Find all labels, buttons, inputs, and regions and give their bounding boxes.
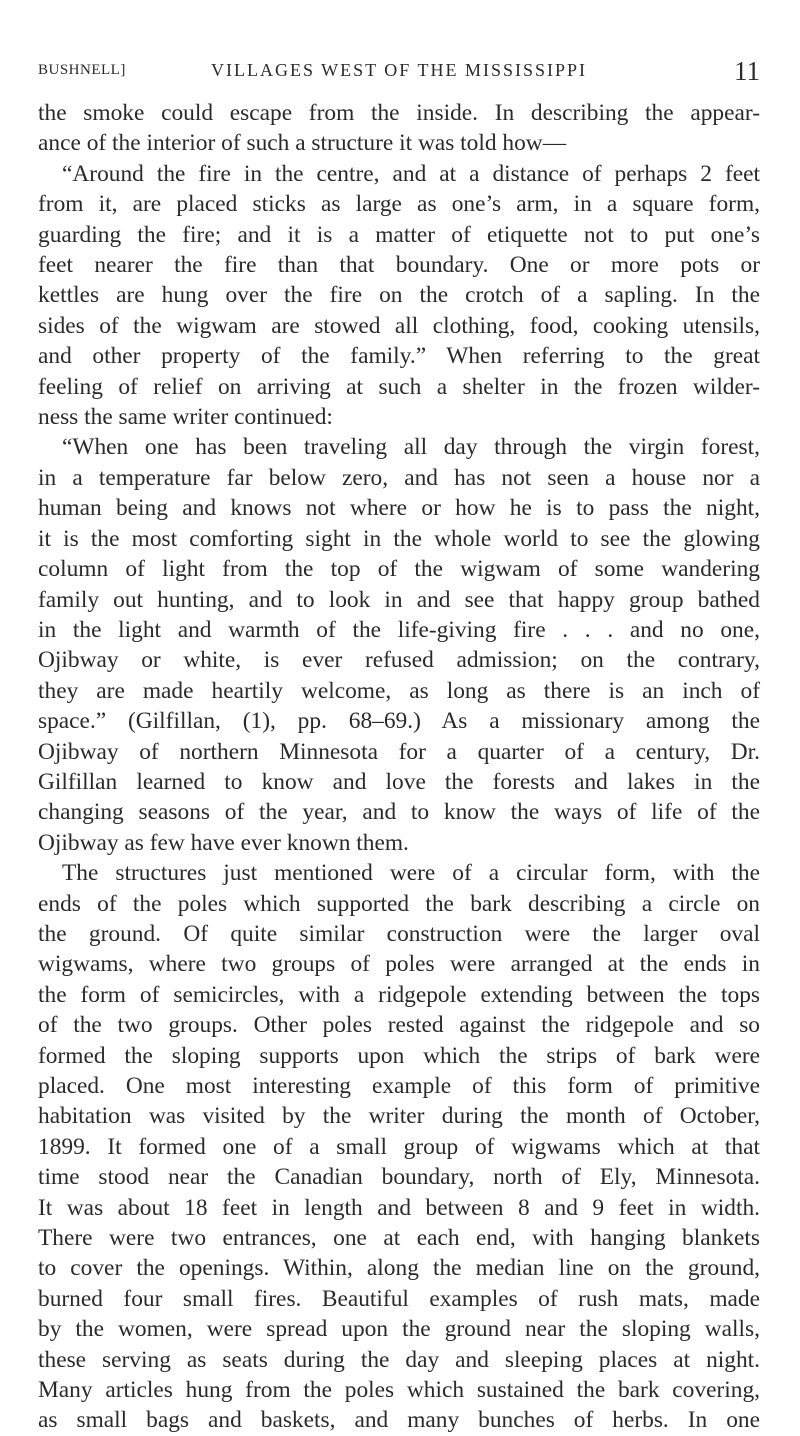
text-line: as small bags and baskets, and many bunches of herbs. In one [38, 1407, 760, 1434]
text-line: There were two entrances, one at each end, with hanging blankets [38, 1225, 760, 1252]
text-line: Ojibway or white, is ever refused admission; on the contrary, [38, 647, 760, 674]
running-head-author: BUSHNELL] [38, 62, 126, 78]
text-line: ance of the interior of such a structure it was told how— [38, 130, 567, 157]
text-line: feeling of relief on arriving at such a shelter in the frozen wilder- [38, 373, 760, 400]
text-line: family out hunting, and to look in and see that happy group bathed [38, 586, 760, 613]
text-line: from it, are placed sticks as large as one’s arm, in a square form, [38, 191, 760, 218]
text-line: time stood near the Canadian boundary, north of Ely, Minnesota. [38, 1164, 760, 1191]
text-line: The structures just mentioned were of a circular form, with the [62, 860, 760, 887]
text-line: changing seasons of the year, and to know the ways of life of the [38, 799, 760, 826]
text-line: feet nearer the fire than that boundary. One or more pots or [38, 252, 760, 279]
text-line: space.” (Gilfillan, (1), pp. 68–69.) As a missionary among the [38, 708, 760, 735]
text-line: by the women, were spread upon the ground near the sloping walls, [38, 1316, 760, 1343]
running-head-title: VILLAGES WEST OF THE MISSISSIPPI [210, 60, 588, 80]
text-line: burned four small fires. Beautiful examples of rush mats, made [38, 1285, 760, 1312]
text-line: ness the same writer continued: [38, 404, 333, 431]
text-line: placed. One most interesting example of this form of primitive [38, 1073, 760, 1099]
text-line: the smoke could escape from the inside. In describing the appear- [38, 100, 760, 126]
text-line: Many articles hung from the poles which sustained the bark covering, [38, 1377, 760, 1404]
text-line: habitation was visited by the writer during the month of October, [38, 1103, 760, 1130]
running-head [38, 56, 760, 86]
text-line: “Around the fire in the centre, and at a distance of perhaps 2 feet [62, 160, 760, 187]
text-line: in a temperature far below zero, and has not seen a house nor a [38, 464, 760, 491]
text-line: they are made heartily welcome, as long as there is an inch of [38, 677, 760, 704]
text-line: 1899. It formed one of a small group of wigwams which at that [38, 1133, 760, 1160]
text-line: Gilfillan learned to know and love the forests and lakes in the [38, 768, 760, 795]
text-line: the ground. Of quite similar construction were the larger oval [38, 920, 760, 947]
text-line: and other property of the family.” When referring to the great [38, 343, 760, 370]
text-line: human being and knows not where or how he is to pass the night, [38, 495, 760, 522]
text-line: formed the sloping supports upon which the strips of bark were [38, 1042, 760, 1069]
text-line: Ojibway as few have ever known them. [38, 829, 409, 856]
text-line: it is the most comforting sight in the whole world to see the glowing [38, 525, 760, 552]
text-line: Ojibway of northern Minnesota for a quarter of a century, Dr. [38, 738, 760, 765]
text-line: guarding the fire; and it is a matter of etiquette not to put one’s [38, 221, 760, 248]
text-line: the form of semicircles, with a ridgepole extending between the tops [38, 981, 760, 1008]
body-text [38, 98, 760, 1436]
text-line: of the two groups. Other poles rested against the ridgepole and so [38, 1012, 760, 1039]
text-line: these serving as seats during the day and sleeping places at night. [38, 1346, 760, 1373]
text-line: ends of the poles which supported the bark describing a circle on [38, 890, 760, 917]
text-line: kettles are hung over the fire on the crotch of a sapling. In the [38, 282, 760, 309]
text-line: sides of the wigwam are stowed all clothing, food, cooking utensils, [38, 312, 760, 339]
text-line: in the light and warmth of the life-giving fire . . . and no one, [38, 616, 760, 643]
text-line: It was about 18 feet in length and between 8 and 9 feet in width. [38, 1194, 760, 1221]
text-line: column of light from the top of the wigwam of some wandering [38, 556, 760, 583]
text-line: wigwams, where two groups of poles were arranged at the ends in [38, 951, 760, 978]
text-line: “When one has been traveling all day through the virgin forest, [62, 434, 760, 461]
text-line: to cover the openings. Within, along the median line on the ground, [38, 1255, 760, 1282]
page-number: 11 [734, 56, 760, 86]
